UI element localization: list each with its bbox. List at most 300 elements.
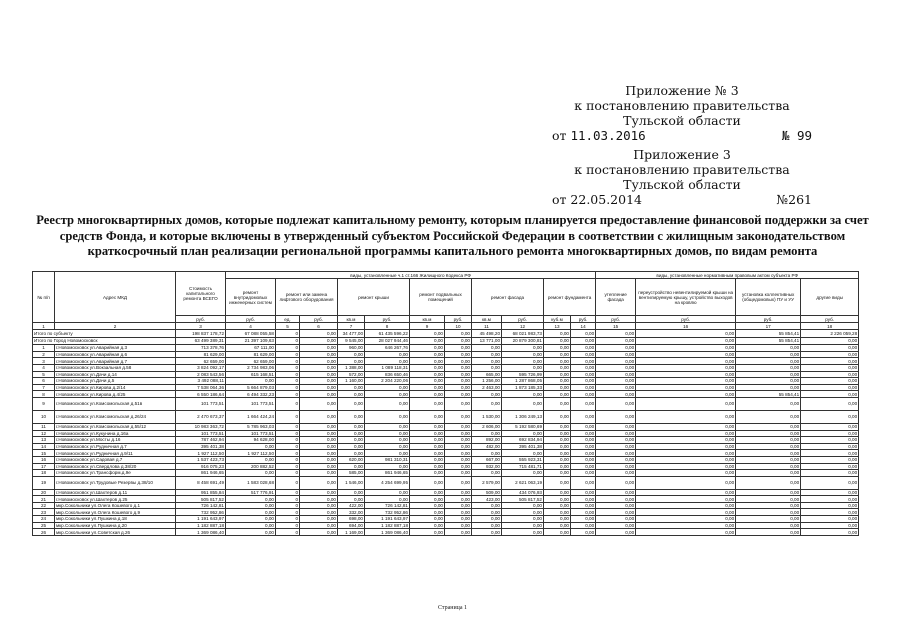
row-value: 101 773,51 <box>176 397 226 410</box>
row-value: 0,00 <box>410 384 445 391</box>
row-value: 0,00 <box>801 423 859 430</box>
row-value: 0,00 <box>365 437 410 444</box>
row-value: 0,00 <box>544 522 571 529</box>
row-number: 16 <box>33 456 55 463</box>
row-value: 0,00 <box>445 450 472 457</box>
row-number: 13 <box>33 437 55 444</box>
row-value: 81 629,00 <box>226 351 276 358</box>
annex-number: №261 <box>776 192 812 207</box>
header-roof: ремонт крыши <box>338 279 410 316</box>
total-cell: 0,00 <box>410 330 445 338</box>
row-value: 0,00 <box>544 450 571 457</box>
row-address: г.Новомосковск ул.Мосты д.16 <box>55 437 176 444</box>
row-value: 0,00 <box>571 470 596 477</box>
row-value: 0,00 <box>544 476 571 489</box>
row-address: г.Новомосковск ул.Комсомольская д.51в <box>55 397 176 410</box>
annex-subtitle: к постановлению правительства <box>574 162 790 177</box>
row-value: 0,00 <box>410 463 445 470</box>
row-value: 0,00 <box>338 358 365 365</box>
row-value: 0,00 <box>544 516 571 523</box>
row-value: 0 <box>276 358 300 365</box>
row-value: 0,00 <box>636 430 736 437</box>
total-row-subject <box>33 330 859 338</box>
row-value: 0,00 <box>596 351 636 358</box>
row-value: 0,00 <box>801 443 859 450</box>
row-value: 715 481,71 <box>502 463 544 470</box>
column-index: 6 <box>300 323 338 330</box>
row-value: 0,00 <box>636 443 736 450</box>
row-value: 0,00 <box>596 410 636 423</box>
row-value: 0,00 <box>736 378 801 385</box>
annex-date: 11.03.2016 <box>570 128 646 143</box>
row-value: 0,00 <box>300 410 338 423</box>
row-value: 0,00 <box>544 378 571 385</box>
row-value: 0,00 <box>801 437 859 444</box>
row-value: 0,00 <box>596 489 636 496</box>
row-value: 0,00 <box>571 450 596 457</box>
row-value: 0,00 <box>445 522 472 529</box>
row-value: 0,00 <box>736 463 801 470</box>
row-value: 0,00 <box>338 489 365 496</box>
total-cell: 21 397 109,63 <box>226 337 276 345</box>
row-value: 0,00 <box>801 391 859 398</box>
row-value: 960,00 <box>338 345 365 352</box>
row-address: г.Новомосковск ул.Рудничная д.7 <box>55 443 176 450</box>
unit-cell: кв.м <box>338 316 365 323</box>
row-value: 0 <box>276 378 300 385</box>
row-value: 0,00 <box>736 430 801 437</box>
row-value: 0,00 <box>445 502 472 509</box>
row-value: 892,00 <box>472 437 502 444</box>
row-value: 0,00 <box>801 351 859 358</box>
row-value: 0,00 <box>410 430 445 437</box>
row-value: 1 388,00 <box>338 364 365 371</box>
row-value: 0,00 <box>300 529 338 536</box>
row-address: г.Новомосковск ул.Аварийная д.3 <box>55 345 176 352</box>
table-row <box>33 516 859 523</box>
row-value: 0,00 <box>226 529 276 536</box>
row-value: 0,00 <box>445 364 472 371</box>
row-value: 0,00 <box>636 391 736 398</box>
row-address: г.Новомосковск ул.Свердлова д.38/20 <box>55 463 176 470</box>
row-value: 0,00 <box>636 378 736 385</box>
row-value: 0,00 <box>300 397 338 410</box>
row-value: 1 927 112,50 <box>226 450 276 457</box>
table-row <box>33 358 859 365</box>
row-value: 0,00 <box>571 378 596 385</box>
row-value: 0,00 <box>636 509 736 516</box>
table-row <box>33 384 859 391</box>
row-value: 2 083 543,56 <box>176 371 226 378</box>
row-value: 665,00 <box>472 371 502 378</box>
row-value: 0,00 <box>365 443 410 450</box>
row-value: 0,00 <box>801 476 859 489</box>
document-title: Реестр многоквартирных домов, которые подлежат капитальному ремонту, которым планируется предоставление финансовой поддержки за счет средств Фонда, и которые включены в утвержденный субъектом Российской Федерации в соответствии с жилищным законодательством краткосрочный план реализации региональной программы капитального ремонта многоквартирных домов, по видам ремонта <box>36 213 869 258</box>
row-value: 0,00 <box>596 391 636 398</box>
annex-title: Приложение 3 <box>633 147 731 162</box>
row-value: 0,00 <box>736 509 801 516</box>
row-value: 0 <box>276 384 300 391</box>
row-value: 0,00 <box>300 502 338 509</box>
row-value: 0,00 <box>472 529 502 536</box>
row-value: 0,00 <box>502 450 544 457</box>
row-value: 101 773,51 <box>226 397 276 410</box>
row-value: 0,00 <box>736 489 801 496</box>
row-value: 0,00 <box>472 470 502 477</box>
row-value: 509,00 <box>472 489 502 496</box>
row-value: 0,00 <box>410 423 445 430</box>
total-cell: 34 477,00 <box>338 330 365 338</box>
row-value: 0,00 <box>571 430 596 437</box>
row-value: 395 401,38 <box>176 443 226 450</box>
row-value: 585,00 <box>338 470 365 477</box>
row-value: 0,00 <box>472 397 502 410</box>
row-value: 0,00 <box>544 489 571 496</box>
row-value: 0,00 <box>571 384 596 391</box>
row-value: 861 946,65 <box>365 470 410 477</box>
row-value: 0,00 <box>596 476 636 489</box>
column-index: 10 <box>445 323 472 330</box>
row-value: 0,00 <box>596 456 636 463</box>
row-value: 0,00 <box>226 516 276 523</box>
row-value: 0 <box>276 423 300 430</box>
row-value: 0,00 <box>571 456 596 463</box>
row-value: 0,00 <box>596 371 636 378</box>
registry-table-body <box>33 330 859 536</box>
row-value: 0 <box>276 456 300 463</box>
row-value: 726 142,81 <box>176 502 226 509</box>
row-address: мкр.Сокольники ул.Олега Кошевого д.9 <box>55 509 176 516</box>
row-address: г.Новомосковск ул.Дачи д.14 <box>55 371 176 378</box>
row-value: 1 537 423,73 <box>176 456 226 463</box>
row-value: 0,00 <box>300 423 338 430</box>
table-row <box>33 430 859 437</box>
column-index: 4 <box>226 323 276 330</box>
annex-block-original <box>552 147 812 207</box>
row-value: 0,00 <box>445 443 472 450</box>
row-value: 0,00 <box>338 351 365 358</box>
row-value: 836 650,46 <box>365 371 410 378</box>
row-value: 0,00 <box>801 378 859 385</box>
row-value: 0,00 <box>596 397 636 410</box>
row-value: 0,00 <box>636 522 736 529</box>
row-value: 0,00 <box>544 397 571 410</box>
row-value: 0,00 <box>736 397 801 410</box>
row-address: мкр.Сокольники ул.Олега Кошевого д.1 <box>55 502 176 509</box>
row-value: 0,00 <box>365 450 410 457</box>
row-value: 10 983 363,72 <box>176 423 226 430</box>
table-row <box>33 371 859 378</box>
row-value: 0 <box>276 516 300 523</box>
row-value: 0 <box>276 496 300 503</box>
total-cell: 63 499 389,31 <box>176 337 226 345</box>
row-value: 595 726,99 <box>502 371 544 378</box>
row-value: 0,00 <box>544 358 571 365</box>
unit-cell: руб. <box>176 316 226 323</box>
row-value: 0,00 <box>801 358 859 365</box>
row-value: 0,00 <box>502 430 544 437</box>
row-value: 916 075,23 <box>176 463 226 470</box>
row-value: 0,00 <box>596 463 636 470</box>
column-index: 8 <box>365 323 410 330</box>
row-value: 0,00 <box>736 437 801 444</box>
row-value: 0,00 <box>636 437 736 444</box>
row-value: 0,00 <box>300 371 338 378</box>
column-index: 12 <box>502 323 544 330</box>
row-value: 0,00 <box>596 502 636 509</box>
row-value: 0,00 <box>410 496 445 503</box>
table-row <box>33 423 859 430</box>
row-value: 0 <box>276 470 300 477</box>
row-value: 572,00 <box>338 371 365 378</box>
row-value: 0,00 <box>801 345 859 352</box>
row-number: 25 <box>33 522 55 529</box>
row-value: 0,00 <box>365 410 410 423</box>
row-value: 0,00 <box>445 423 472 430</box>
row-value: 0,00 <box>636 529 736 536</box>
row-value: 0,00 <box>636 502 736 509</box>
row-value: 0,00 <box>636 384 736 391</box>
total-cell: 0,00 <box>636 337 736 345</box>
row-number: 9 <box>33 397 55 410</box>
row-value: 62 659,00 <box>176 358 226 365</box>
row-value: 0 <box>276 463 300 470</box>
row-value: 0,00 <box>736 516 801 523</box>
row-value: 0,00 <box>410 397 445 410</box>
unit-cell: руб. <box>502 316 544 323</box>
row-value: 423,00 <box>472 496 502 503</box>
row-value: 1 530,00 <box>472 410 502 423</box>
row-value: 0,00 <box>544 351 571 358</box>
row-value: 0 <box>276 391 300 398</box>
row-value: 0,00 <box>365 496 410 503</box>
row-value: 0,00 <box>596 358 636 365</box>
row-value: 0,00 <box>571 496 596 503</box>
row-value: 0,00 <box>571 423 596 430</box>
row-value: 0,00 <box>596 450 636 457</box>
row-value: 0,00 <box>445 437 472 444</box>
row-number: 4 <box>33 364 55 371</box>
row-value: 932,00 <box>472 463 502 470</box>
total-cell: 0,00 <box>544 330 571 338</box>
row-value: 0,00 <box>571 437 596 444</box>
row-value: 3 824 092,17 <box>176 364 226 371</box>
row-value: 0,00 <box>300 489 338 496</box>
row-value: 0,00 <box>365 423 410 430</box>
row-value: 0,00 <box>410 358 445 365</box>
row-value: 732 952,86 <box>365 509 410 516</box>
column-index: 16 <box>636 323 736 330</box>
row-value: 0,00 <box>300 522 338 529</box>
total-cell: 0,00 <box>410 337 445 345</box>
total-cell: 68 021 983,73 <box>502 330 544 338</box>
total-cell: 67 088 055,58 <box>226 330 276 338</box>
table-row <box>33 496 859 503</box>
header-foundation: ремонт фундамента <box>544 279 596 316</box>
total-cell: 0,00 <box>801 337 859 345</box>
row-value: 0,00 <box>410 470 445 477</box>
row-value: 1 873 185,33 <box>502 384 544 391</box>
row-value: 1 287 868,05 <box>502 378 544 385</box>
row-value: 0,00 <box>636 516 736 523</box>
row-value: 0,00 <box>410 502 445 509</box>
row-value: 0,00 <box>636 476 736 489</box>
row-value: 0,00 <box>472 516 502 523</box>
table-row <box>33 509 859 516</box>
table-row <box>33 437 859 444</box>
table-row <box>33 463 859 470</box>
row-value: 0,00 <box>596 522 636 529</box>
header-address: Адрес МКД <box>55 272 176 323</box>
row-value: 0,00 <box>365 351 410 358</box>
row-value: 0,00 <box>736 423 801 430</box>
row-value: 0,00 <box>472 522 502 529</box>
row-value: 0,00 <box>801 463 859 470</box>
row-value: 0,00 <box>410 437 445 444</box>
table-row <box>33 391 859 398</box>
row-address: г.Новомосковск ул.Шахтеров д.11 <box>55 489 176 496</box>
row-value: 0,00 <box>226 502 276 509</box>
row-value: 0,00 <box>571 358 596 365</box>
row-value: 0,00 <box>736 450 801 457</box>
header-roof-rebuild: переустройство невентилируемой крыши на вентилируемую крышу, устройство выходов на кровлю <box>636 279 736 316</box>
total-cell: 45 498,20 <box>472 330 502 338</box>
row-number: 15 <box>33 450 55 457</box>
row-value: 517 776,91 <box>226 489 276 496</box>
row-number: 2 <box>33 351 55 358</box>
unit-cell: руб. <box>300 316 338 323</box>
unit-cell: куб.м <box>544 316 571 323</box>
row-value: 0,00 <box>338 496 365 503</box>
row-value: 1 583 028,68 <box>226 476 276 489</box>
row-value: 0,00 <box>544 502 571 509</box>
row-value: 0,00 <box>736 351 801 358</box>
row-value: 2 579,00 <box>472 476 502 489</box>
header-insulation: утепление фасада <box>596 279 636 316</box>
row-value: 0,00 <box>736 496 801 503</box>
row-value: 698,00 <box>338 516 365 523</box>
unit-cell: кв.м <box>410 316 445 323</box>
row-number: 26 <box>33 529 55 536</box>
row-value: 646 267,76 <box>365 345 410 352</box>
row-value: 0,00 <box>445 351 472 358</box>
row-number: 5 <box>33 371 55 378</box>
row-value: 713 378,76 <box>176 345 226 352</box>
row-value: 0,00 <box>338 423 365 430</box>
total-cell: 9 545,00 <box>338 337 365 345</box>
row-value: 0,00 <box>365 358 410 365</box>
row-value: 0,00 <box>445 456 472 463</box>
row-address: г.Новомосковск ул.Аварийная д.6 <box>55 351 176 358</box>
row-value: 0,00 <box>410 456 445 463</box>
row-value: 0,00 <box>445 509 472 516</box>
row-value: 0,00 <box>801 509 859 516</box>
unit-cell: руб. <box>736 316 801 323</box>
row-value: 0 <box>276 450 300 457</box>
row-value: 1 664 424,24 <box>226 410 276 423</box>
row-value: 0,00 <box>410 410 445 423</box>
row-value: 692 834,94 <box>502 437 544 444</box>
row-value: 5 192 580,69 <box>502 423 544 430</box>
row-value: 101 773,51 <box>226 430 276 437</box>
row-value: 2 606,00 <box>472 423 502 430</box>
row-value: 0,00 <box>502 470 544 477</box>
row-value: 0,00 <box>445 430 472 437</box>
row-number: 7 <box>33 384 55 391</box>
row-value: 0,00 <box>571 522 596 529</box>
row-value: 620,00 <box>338 456 365 463</box>
row-value: 981 310,31 <box>365 456 410 463</box>
row-value: 0,00 <box>300 456 338 463</box>
row-address: г.Новомосковск ул.Рудничная д.9/11 <box>55 450 176 457</box>
row-value: 0,00 <box>365 430 410 437</box>
row-number: 14 <box>33 443 55 450</box>
row-value: 0,00 <box>226 456 276 463</box>
row-value: 0,00 <box>300 364 338 371</box>
unit-cell: руб. <box>636 316 736 323</box>
table-row <box>33 456 859 463</box>
row-value: 0,00 <box>544 437 571 444</box>
row-value: 0,00 <box>472 351 502 358</box>
row-value: 1 369 086,40 <box>176 529 226 536</box>
column-index-row <box>33 323 859 330</box>
row-value: 0,00 <box>445 529 472 536</box>
annex-dateline <box>552 128 812 143</box>
row-address: мкр.Сокольники ул.Пушкина д.18 <box>55 516 176 523</box>
row-value: 1 089 118,31 <box>365 364 410 371</box>
row-value: 94 628,00 <box>226 437 276 444</box>
row-number: 10 <box>33 410 55 423</box>
row-value: 0,00 <box>544 371 571 378</box>
row-value: 0,00 <box>596 384 636 391</box>
annex-subtitle: к постановлению правительства <box>574 98 790 113</box>
row-value: 0,00 <box>300 430 338 437</box>
total-cell: 0,00 <box>300 337 338 345</box>
row-address: г.Новомосковск ул.Кукунина д.16а <box>55 430 176 437</box>
row-value: 0,00 <box>736 522 801 529</box>
row-value: 0,00 <box>300 463 338 470</box>
row-value: 0,00 <box>544 529 571 536</box>
row-value: 0,00 <box>338 443 365 450</box>
row-value: 0,00 <box>596 364 636 371</box>
row-number: 1 <box>33 345 55 352</box>
unit-cell: руб. <box>226 316 276 323</box>
row-value: 0,00 <box>502 351 544 358</box>
row-value: 1 191 643,97 <box>176 516 226 523</box>
total-cell: 0,00 <box>596 337 636 345</box>
row-value: 332,00 <box>338 509 365 516</box>
row-value: 0,00 <box>544 509 571 516</box>
row-value: 0,00 <box>365 489 410 496</box>
column-index: 13 <box>544 323 571 330</box>
row-value: 0 <box>276 509 300 516</box>
row-value: 0,00 <box>300 437 338 444</box>
row-value: 726 142,81 <box>365 502 410 509</box>
row-value: 0,00 <box>502 391 544 398</box>
row-value: 694,00 <box>338 522 365 529</box>
row-value: 0,00 <box>300 443 338 450</box>
row-number: 19 <box>33 476 55 489</box>
row-value: 482,00 <box>472 443 502 450</box>
row-value: 0 <box>276 437 300 444</box>
total-cell: 0,00 <box>445 337 472 345</box>
row-address: г.Новомосковск ул.Шахтеров д.25 <box>55 496 176 503</box>
row-value: 0,00 <box>596 378 636 385</box>
row-value: 0,00 <box>338 463 365 470</box>
row-value: 2 734 983,06 <box>226 364 276 371</box>
row-value: 0,00 <box>736 410 801 423</box>
row-value: 0,00 <box>410 489 445 496</box>
